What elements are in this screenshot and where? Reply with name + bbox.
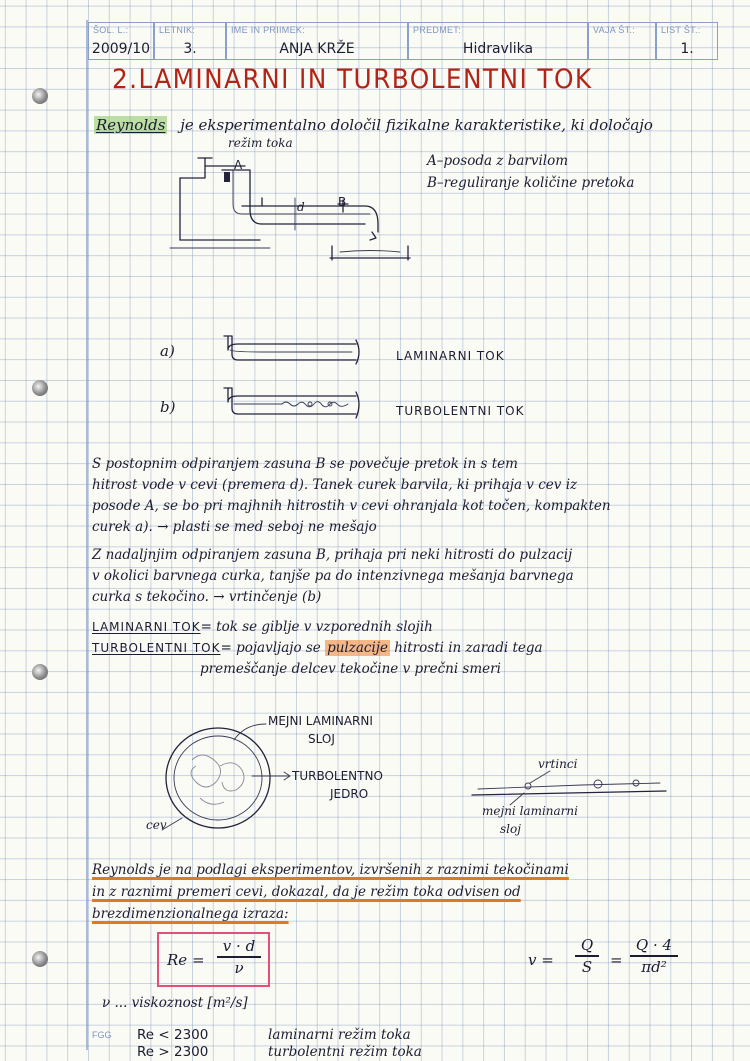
apparatus-sketch	[150, 150, 430, 270]
para2-line-2: v okolici barvnega curka, tanjše pa do intenzivnega mešanja barvnega	[92, 568, 574, 584]
re-lhs: Re =	[167, 951, 205, 969]
pulsation-highlight: pulzacije	[327, 640, 388, 656]
re-numerator: v · d	[222, 937, 256, 955]
turbulent-definition	[92, 640, 543, 656]
v-denominator-1: S	[581, 957, 593, 976]
v-fraction-bar-1	[575, 955, 599, 957]
limit-2-text: turbolentni režim toka	[268, 1044, 422, 1060]
turbulent-def-b: hitrosti in zaradi tega	[394, 640, 543, 656]
re-denominator: ν	[234, 958, 244, 977]
header-school-year: ŠOL. L.: 2009/10	[88, 22, 154, 60]
legend-b: B–reguliranje količine pretoka	[427, 175, 635, 191]
boundary-layer-label-1: mejni laminarni	[482, 804, 578, 818]
v-fraction-1	[575, 936, 599, 976]
laminar-def: = tok se giblje v vzporednih slojih	[200, 619, 433, 635]
punch-hole-4	[32, 951, 48, 967]
apparatus-label-b: B	[338, 195, 347, 209]
laminar-term: LAMINARNI TOK	[92, 620, 201, 634]
punch-hole-3	[32, 664, 48, 680]
cross-pipe-label: cev	[146, 818, 167, 832]
v-numerator-2: Q · 4	[635, 936, 673, 954]
flow-b-marker: b)	[160, 398, 176, 416]
footer-label: FGG	[92, 1030, 112, 1040]
boundary-layer-label-2: sloj	[500, 822, 521, 836]
laminar-definition	[92, 619, 433, 635]
reynolds-highlight: Reynolds	[96, 116, 166, 134]
apparatus-label-a: A	[234, 158, 243, 172]
header-subject: PREDMET: Hidravlika	[408, 22, 588, 60]
intro-line-1	[94, 116, 653, 134]
reynolds-formula-box	[157, 932, 270, 987]
limit-1-condition: Re < 2300	[137, 1027, 209, 1043]
intro-line-2: režim toka	[228, 136, 293, 150]
para1-line-4: curek a). → plasti se med seboj ne mešajo	[92, 519, 377, 535]
punch-hole-2	[32, 380, 48, 396]
conclusion-line-2: in z raznimi premeri cevi, dokazal, da je režim toka odvisen od	[92, 884, 521, 900]
re-fraction	[217, 937, 261, 977]
cross-layer-label-2: SLOJ	[308, 732, 335, 746]
para1-line-1: S postopnim odpiranjem zasuna B se povečuje pretok in s tem	[92, 456, 518, 472]
header-exercise: VAJA ŠT.:	[588, 22, 656, 60]
conclusion-line-3: brezdimenzionalnega izraza:	[92, 906, 289, 922]
intro-text: je eksperimentalno določil fizikalne karakteristike, ki določajo	[180, 116, 653, 134]
boundary-vortices-label: vrtinci	[538, 757, 578, 771]
para2-line-1: Z nadaljnjim odpiranjem zasuna B, prihaja pri neki hitrosti do pulzacij	[92, 547, 573, 563]
v-numerator-1: Q	[580, 936, 594, 954]
cross-core-label-2: JEDRO	[330, 787, 369, 801]
para2-line-3: curka s tekočino. → vrtinčenje (b)	[92, 589, 322, 605]
turbulent-term: TURBOLENTNI TOK	[92, 641, 221, 655]
para1-line-3: posode A, se bo pri majhnih hitrostih v cevi ohranjala kot točen, kompakten	[92, 498, 611, 514]
cross-layer-label-1: MEJNI LAMINARNI	[268, 714, 373, 728]
turbulent-def-a: = pojavljajo se	[220, 640, 321, 656]
v-lhs: v =	[528, 951, 554, 969]
v-equals: =	[610, 951, 623, 969]
v-fraction-2	[630, 936, 678, 976]
page-title: 2.LAMINARNI IN TURBOLENTNI TOK	[112, 64, 593, 95]
header-name: IME IN PRIIMEK: ANJA KRŽE	[226, 22, 408, 60]
apparatus-label-d: d	[297, 200, 305, 214]
header-sheet: LIST ŠT.: 1.	[656, 22, 718, 60]
viscosity-note: ν ... viskoznost [m²/s]	[102, 995, 248, 1011]
laminar-pipe-sketch	[222, 330, 362, 370]
re-fraction-bar	[217, 956, 261, 958]
para1-line-2: hitrost vode v cevi (premera d). Tanek curek barvila, ki prihaja v cev iz	[92, 477, 578, 493]
v-denominator-2: πd²	[641, 957, 667, 976]
turbulent-pipe-sketch	[222, 384, 362, 424]
limit-1-text: laminarni režim toka	[268, 1027, 411, 1043]
flow-a-marker: a)	[160, 342, 175, 360]
margin-line	[86, 20, 88, 1050]
flow-b-label: TURBOLENTNI TOK	[396, 404, 525, 418]
limit-2-condition: Re > 2300	[137, 1044, 209, 1060]
v-fraction-bar-2	[630, 955, 678, 957]
cross-core-label-1: TURBOLENTNO	[292, 769, 383, 783]
flow-a-label: LAMINARNI TOK	[396, 349, 505, 363]
punch-hole-1	[32, 88, 48, 104]
turbulent-definition-line-2: premeščanje delcev tekočine v prečni smeri	[200, 661, 501, 677]
header-year: LETNIK: 3.	[154, 22, 226, 60]
conclusion-line-1: Reynolds je na podlagi eksperimentov, izvršenih z raznimi tekočinami	[92, 862, 569, 878]
legend-a: A–posoda z barvilom	[427, 153, 569, 169]
